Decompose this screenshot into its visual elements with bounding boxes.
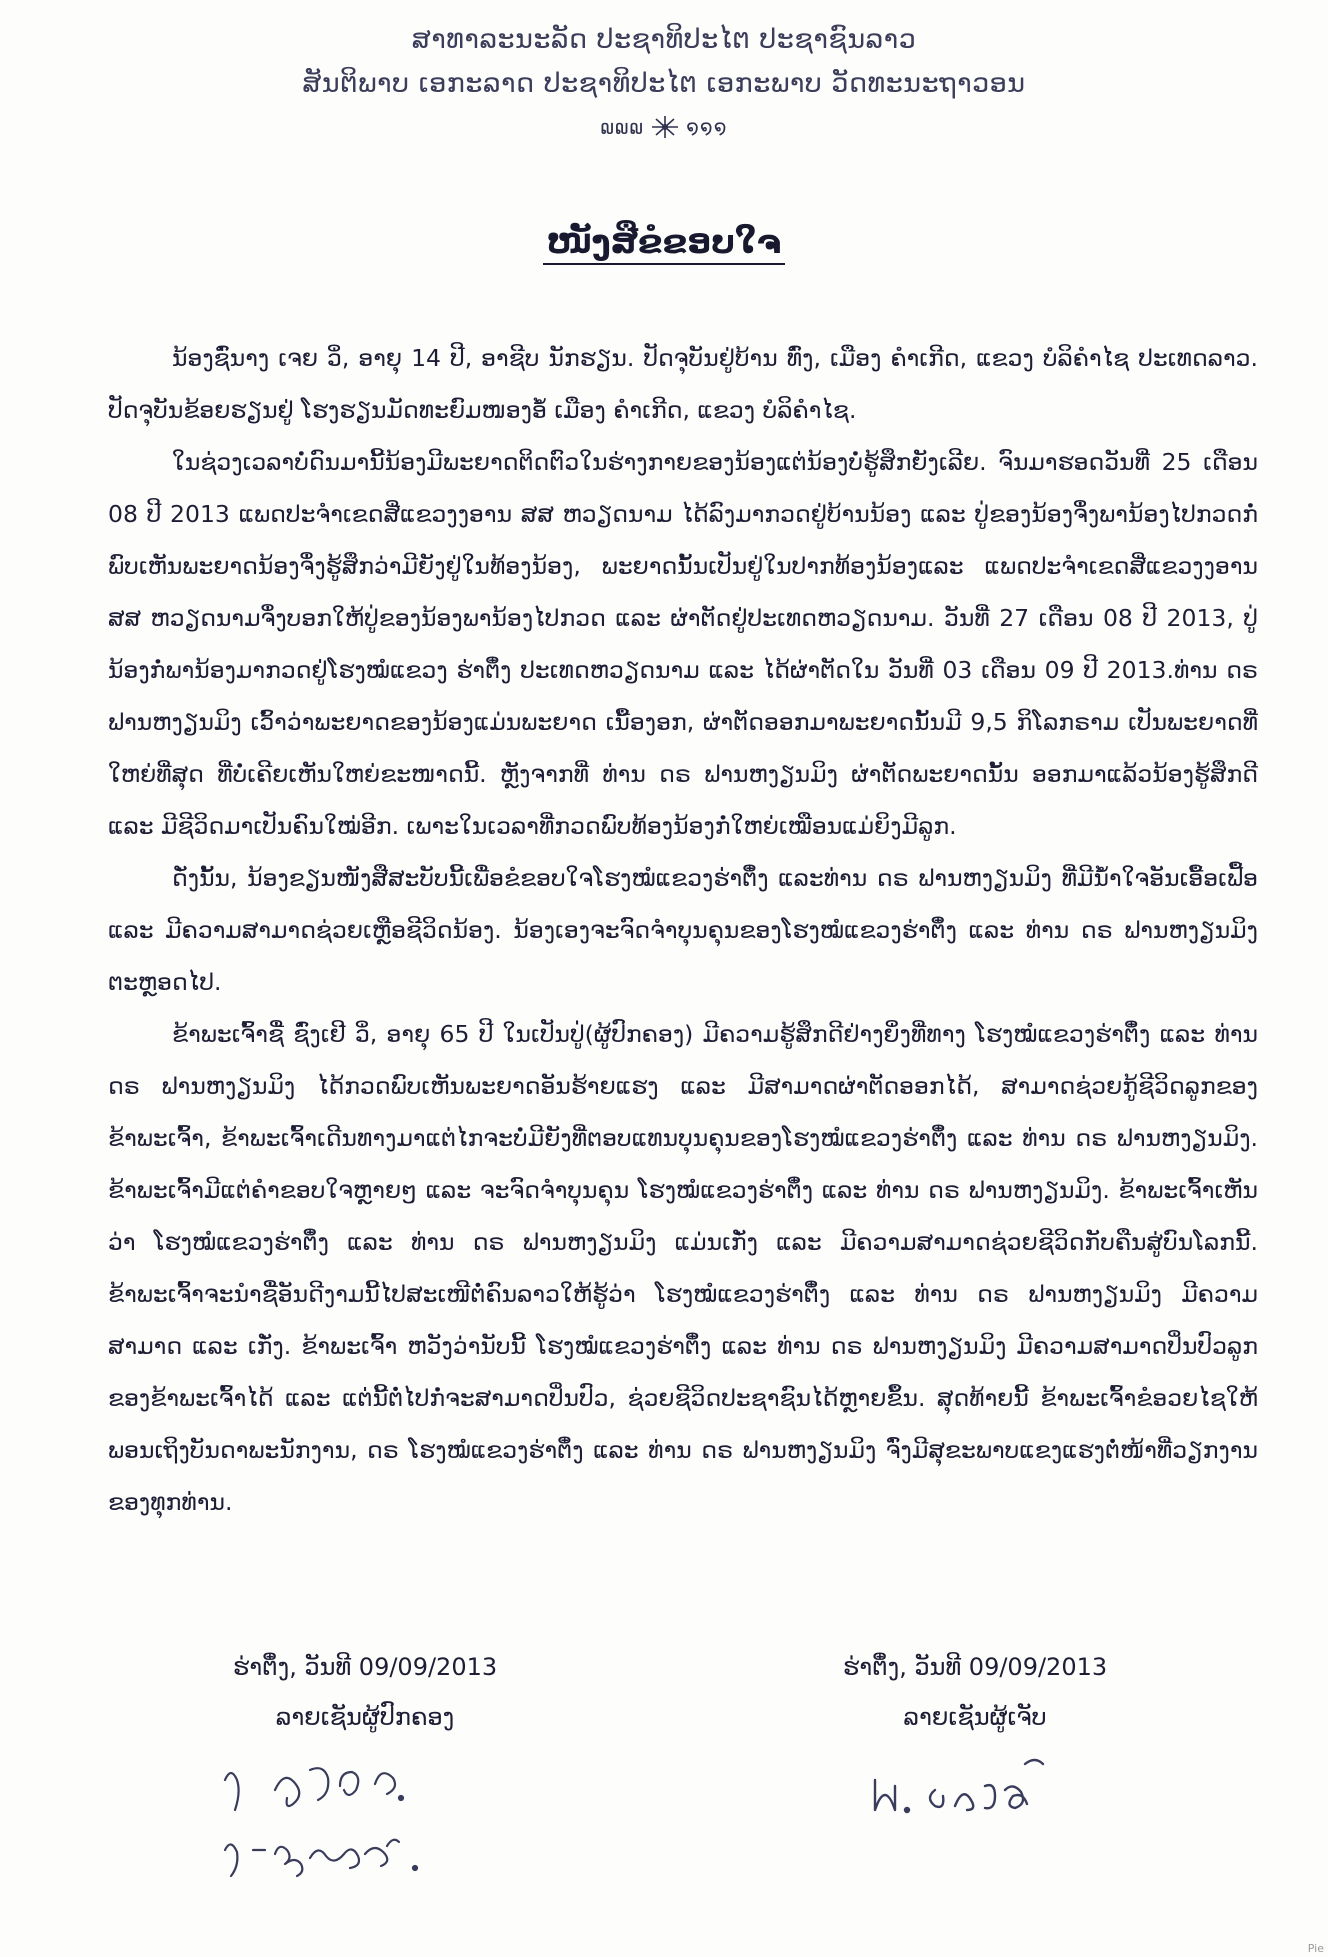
star-ornament-icon bbox=[648, 114, 682, 140]
ornament-divider bbox=[0, 112, 1328, 142]
national-motto: ສັນຕິພາບ ເອກະລາດ ປະຊາທິປະໄຕ ເອກະພາບ ວັດທະນະຖາວອນ bbox=[302, 68, 1026, 99]
patient-place-date: ຮ່າຕິ໋ງ, ວັນທີ 09/09/2013 bbox=[842, 1653, 1108, 1681]
patient-signature-label: ລາຍເຊັນຜູ້ເຈັບ bbox=[903, 1703, 1047, 1731]
guardian-place-date: ຮ່າຕິ໋ງ, ວັນທີ 09/09/2013 bbox=[232, 1653, 498, 1681]
ornament-left: ໙໙໙ bbox=[600, 115, 645, 139]
paragraph-thanks: ດັ່ງນັ້ນ, ນ້ອງຂຽນໜັງສືສະບັບນີ້ເພື່ອຂໍຂອບໃຈໂຮງໝໍແຂວງຮ່າຕິ໋ງ ແລະທ່ານ ດຣ ຟານຫງຽນມິງ ທີ່ມີນ້ຳໃຈອັນເອື້ອເຟື້ອ ແລະ ມີຄວາມສາມາດຊ່ວຍເຫຼືອຊີວິດນ້ອງ. ນ້ອງເອງຈະຈົດຈຳບຸນຄຸນຂອງໂຮງໝໍແຂວງຮ່າຕິ໋ງ ແລະ ທ່ານ ດຣ ຟານຫງຽນມິງ ຕະຫຼອດໄປ. bbox=[108, 864, 1258, 996]
letter-title: ໜັງສືຂໍຂອບໃຈ bbox=[543, 222, 785, 265]
letter-body bbox=[108, 332, 1258, 1528]
guardian-signature-block bbox=[200, 1642, 530, 1890]
ornament-right: ໑໑໑ bbox=[686, 115, 728, 139]
country-name: ສາທາລະນະລັດ ປະຊາທິປະໄຕ ປະຊາຊົນລາວ bbox=[411, 24, 917, 55]
letterhead bbox=[0, 18, 1328, 142]
corner-mark: Pie bbox=[1307, 1942, 1324, 1955]
guardian-signature-label: ລາຍເຊັນຜູ້ປົກຄອງ bbox=[275, 1703, 455, 1731]
paragraph-guardian: ຂ້າພະເຈົ້າຊື່ ຊົ່ງເຢີ ວິ່, ອາຍຸ 65 ປີ ໃນເປັນປູ່(ຜູ້ປົກຄອງ) ມີຄວາມຮູ້ສຶກດີຢ່າງຍິ່ງທີ່ທາງ ໂຮງໝໍແຂວງຮ່າຕິ໋ງ ແລະ ທ່ານ ດຣ ຟານຫງຽນມິງ ໄດ້ກວດພົບເຫັນພະຍາດອັນຮ້າຍແຮງ ແລະ ມີສາມາດຜ່າຕັດອອກໄດ້, ສາມາດຊ່ວຍກູ້ຊີວິດລູກຂອງຂ້າພະເຈົ້າ, ຂ້າພະເຈົ້າເດີນທາງມາແຕ່ໄກຈະບໍ່ມີຍັງທີ່ຕອບແທນບຸນຄຸນຂອງໂຮງໝໍແຂວງຮ່າຕິ໋ງ ແລະ ທ່ານ ດຣ ຟານຫງຽນມິງ. ຂ້າພະເຈົ້າມີແຕ່ຄຳຂອບໃຈຫຼາຍໆ ແລະ ຈະຈົດຈຳບຸນຄຸນ ໂຮງໝໍແຂວງຮ່າຕິ໋ງ ແລະ ທ່ານ ດຣ ຟານຫງຽນມິງ. ຂ້າພະເຈົ້າເຫັນວ່າ ໂຮງໝໍແຂວງຮ່າຕິ໋ງ ແລະ ທ່ານ ດຣ ຟານຫງຽນມິງ ແມ່ນເກັ່ງ ແລະ ມີຄວາມສາມາດຊ່ວຍຊີວິດກັບຄືນສູ່ບົນໂລກນີ້. ຂ້າພະເຈົ້າຈະນຳຊື່ອັນດີງາມນີ້ໄປສະເໜີຕໍ່ຄົນລາວໃຫ້ຮູ້ວ່າ ໂຮງໝໍແຂວງຮ່າຕິ໋ງ ແລະ ທ່ານ ດຣ ຟານຫງຽນມິງ ມີຄວາມສາມາດ ແລະ ເກັ່ງ. ຂ້າພະເຈົ້າ ຫວັງວ່ານັບນີ້ ໂຮງໝໍແຂວງຮ່າຕິ໋ງ ແລະ ທ່ານ ດຣ ຟານຫງຽນມິງ ມີຄວາມສາມາດປິ່ນປົວລູກຂອງຂ້າພະເຈົ້າໄດ້ ແລະ ແຕ່ນີ້ຕໍ່ໄປກໍ່ຈະສາມາດປິ່ນປົວ, ຊ່ວຍຊີວິດປະຊາຊົນໄດ້ຫຼາຍຂຶ້ນ. ສຸດທ້າຍນີ້ ຂ້າພະເຈົ້າຂໍອວຍໄຊໃຫ້ພອນເຖິງບັນດາພະນັກງານ, ດຣ ໂຮງໝໍແຂວງຮ່າຕິ໋ງ ແລະ ທ່ານ ດຣ ຟານຫງຽນມິງ ຈົ່ງມີສຸຂະພາບແຂງແຮງຕໍ່ໜ້າທີ່ວຽກງານຂອງທຸກທ່ານ. bbox=[108, 1020, 1258, 1516]
paragraph-intro: ນ້ອງຊົ່ນາງ ເຈຍ ວິ່, ອາຍຸ 14 ປີ, ອາຊີບ ນັກຮຽນ. ປັດຈຸບັນຢູ່ບ້ານ ທົ່ງ, ເມືອງ ຄຳເກີດ, ແຂວງ ບໍລິຄຳໄຊ ປະເທດລາວ. ປັດຈຸບັນຂ້ອຍຮຽນຢູ່ ໂຮງຮຽນມັດທະຍົມໜອງອໍ້ ເມືອງ ຄຳເກີດ, ແຂວງ ບໍລິຄຳໄຊ. bbox=[108, 344, 1258, 424]
paragraph-illness: ໃນຊ່ວງເວລາບໍ່ດົນມານີ້ນ້ອງມີພະຍາດຕິດຕົວໃນຮ່າງກາຍຂອງນ້ອງແຕ່ນ້ອງບໍ່ຮູ້ສຶກຍັງເລີຍ. ຈົນມາຮອດວັນທີ່ 25 ເດືອນ 08 ປີ 2013 ແພດປະຈຳເຂດສີ່ແຂວງງອານ ສສ ຫວຽດນາມ ໄດ້ລົງມາກວດຢູ່ບ້ານນ້ອງ ແລະ ປູ່ຂອງນ້ອງຈຶ່ງພານ້ອງໄປກວດກໍ່ພົບເຫັນພະຍາດນ້ອງຈຶ່ງຮູ້ສຶກວ່າມີຍັງຢູ່ໃນທ້ອງນ້ອງ, ພະຍາດນັ້ນເປັນຢູ່ໃນປາກທ້ອງນ້ອງແລະ ແພດປະຈຳເຂດສີ່ແຂວງງອານ ສສ ຫວຽດນາມຈຶ່ງບອກໃຫ້ປູ່ຂອງນ້ອງພານ້ອງໄປກວດ ແລະ ຜ່າຕັດຢູ່ປະເທດຫວຽດນາມ. ວັນທີ່ 27 ເດືອນ 08 ປີ 2013, ປູ່ນ້ອງກໍ່ພານ້ອງມາກວດຢູ່ໂຮງໝໍແຂວງ ຮ່າຕິ໋ງ ປະເທດຫວຽດນາມ ແລະ ໄດ້ຜ່າຕັດໃນ ວັນທີ່ 03 ເດືອນ 09 ປີ 2013.ທ່ານ ດຣ ຟານຫງຽນມິງ ເວົ້າວ່າພະຍາດຂອງນ້ອງແມ່ນພະຍາດ ເນື້ອງອກ, ຜ່າຕັດອອກມາພະຍາດນັ້ນມີ 9,5 ກິໂລກຣາມ ເປັນພະຍາດທີ່ໃຫຍ່ທີ່ສຸດ ທີ່ບໍ່ເຄີຍເຫັນໃຫຍ່ຂະໜາດນີ້. ຫຼັງຈາກທີ່ ທ່ານ ດຣ ຟານຫງຽນມິງ ຜ່າຕັດພະຍາດນັ້ນ ອອກມາແລ້ວນ້ອງຮູ້ສຶກດີ ແລະ ມີຊີວິດມາເປັນຄົນໃໝ່ອີກ. ເພາະໃນເວລາທີ່ກວດພົບທ້ອງນ້ອງກໍ່ໃຫຍ່ເໝືອນແມ່ຍິງມີລູກ. bbox=[108, 448, 1258, 840]
letter-title-wrap bbox=[0, 222, 1328, 261]
patient-handwritten-signature bbox=[845, 1750, 1105, 1830]
patient-signature-block bbox=[810, 1642, 1140, 1830]
guardian-handwritten-signature bbox=[215, 1750, 515, 1890]
